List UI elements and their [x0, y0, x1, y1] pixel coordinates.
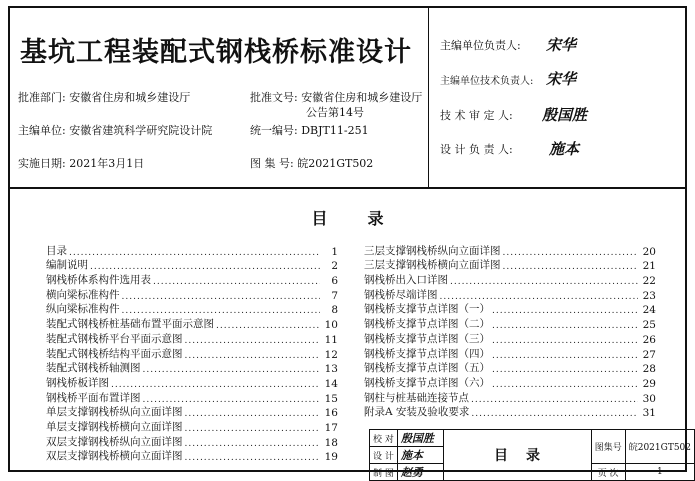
approval-document-line1: 批准文号: 安徽省住房和城乡建设厅	[250, 91, 423, 104]
toc-leader-dots	[492, 380, 638, 390]
toc-leader-dots	[122, 306, 321, 316]
toc-entry	[364, 258, 656, 273]
toc-leader-dots	[185, 453, 321, 463]
page-value: 1	[625, 464, 694, 481]
toc-entry-title: 纵向梁标准构件	[46, 303, 120, 316]
atlas-number: 图 集 号: 皖2021GT502	[250, 157, 374, 170]
draw-label: 制 图	[370, 464, 398, 481]
header-divider	[8, 187, 687, 189]
toc-entry	[46, 375, 338, 390]
toc-entry-page: 19	[324, 451, 338, 464]
toc-leader-dots	[492, 321, 638, 331]
toc-leader-dots	[185, 336, 321, 346]
toc-entry-page: 8	[331, 304, 338, 317]
check-signature: 殷国胜	[397, 430, 443, 447]
toc-entry-title: 单层支撑钢栈桥纵向立面详图	[46, 406, 183, 419]
approval-department: 批准部门: 安徽省住房和城乡建设厅	[18, 91, 191, 104]
toc-entry	[364, 375, 656, 390]
toc-entry	[364, 287, 656, 302]
toc-entry-title: 目录	[46, 244, 67, 257]
toc-entry-title: 钢栈桥支撑节点详图（六）	[364, 376, 490, 389]
page-label: 页 次	[591, 464, 625, 481]
technical-reviewer-label: 技 术 审 定 人:	[440, 109, 513, 122]
toc-entry-page: 18	[324, 436, 338, 449]
toc-entry-title: 钢柱与桩基础连接节点	[364, 391, 469, 404]
toc-leader-dots	[185, 351, 321, 361]
toc-entry-page: 24	[642, 304, 656, 317]
toc-entry-page: 10	[324, 319, 338, 332]
toc-entry-title: 横向梁标准构件	[46, 288, 120, 301]
toc-entry	[364, 331, 656, 346]
toc-leader-dots	[492, 306, 638, 316]
atlas-value: 皖2021GT502	[625, 430, 694, 464]
sheet-title: 目录	[444, 430, 591, 481]
editor-unit: 主编单位: 安徽省建筑科学研究院设计院	[18, 124, 213, 137]
toc-leader-dots	[503, 262, 639, 272]
toc-entry	[364, 316, 656, 331]
toc-heading: 目录	[311, 209, 424, 228]
toc-entry	[364, 361, 656, 376]
toc-leader-dots	[440, 292, 639, 302]
toc-leader-dots	[216, 321, 320, 331]
toc-leader-dots	[471, 409, 638, 419]
toc-entry	[46, 419, 338, 434]
toc-entry-title: 钢栈桥板详图	[46, 376, 109, 389]
toc-entry-title: 三层支撑钢栈桥纵向立面详图	[364, 244, 501, 257]
toc-entry-title: 钢栈桥支撑节点详图（二）	[364, 318, 490, 331]
approval-document-line2: 公告第14号	[306, 106, 364, 119]
toc-entry-page: 22	[642, 275, 656, 288]
toc-entry-page: 2	[331, 260, 338, 273]
atlas-label: 图集号	[591, 430, 625, 464]
toc-entry-page: 23	[642, 289, 656, 302]
toc-entry	[46, 405, 338, 420]
chief-technical-responsible-signature: 宋华	[546, 70, 577, 88]
chief-unit-responsible-label: 主编单位负责人:	[440, 39, 521, 52]
toc-entry-title: 装配式钢栈桥轴测图	[46, 362, 141, 375]
draw-signature: 赵勇	[397, 464, 443, 481]
chief-technical-responsible-label: 主编单位技术负责人:	[440, 76, 534, 87]
toc-entry-title: 双层支撑钢栈桥横向立面详图	[46, 450, 183, 463]
toc-entry-page: 14	[324, 377, 338, 390]
toc-right-column	[364, 243, 656, 419]
toc-leader-dots	[492, 336, 638, 346]
toc-entry-title: 双层支撑钢栈桥纵向立面详图	[46, 435, 183, 448]
toc-entry	[46, 316, 338, 331]
toc-entry-title: 装配式钢栈桥平台平面示意图	[46, 332, 183, 345]
toc-leader-dots	[143, 395, 321, 405]
toc-entry-title: 钢栈桥尽端详图	[364, 288, 438, 301]
toc-entry-title: 钢栈桥出入口详图	[364, 274, 448, 287]
toc-leader-dots	[122, 292, 321, 302]
toc-entry	[46, 331, 338, 346]
toc-leader-dots	[450, 277, 638, 287]
toc-entry-page: 28	[642, 363, 656, 376]
toc-entry	[364, 272, 656, 287]
toc-entry-page: 7	[331, 289, 338, 302]
toc-entry-page: 25	[642, 319, 656, 332]
toc-entry-page: 30	[642, 392, 656, 405]
toc-entry-title: 钢栈桥支撑节点详图（三）	[364, 332, 490, 345]
toc-entry-title: 钢栈桥体系构件选用表	[46, 274, 151, 287]
toc-leader-dots	[90, 262, 320, 272]
toc-entry-page: 1	[331, 245, 338, 258]
toc-leader-dots	[185, 409, 321, 419]
design-signature: 施本	[397, 447, 443, 464]
toc-entry-page: 27	[642, 348, 656, 361]
implementation-date: 实施日期: 2021年3月1日	[18, 157, 145, 170]
toc-entry	[46, 361, 338, 376]
design-label: 设 计	[370, 447, 398, 464]
toc-entry	[46, 243, 338, 258]
toc-leader-dots	[185, 439, 321, 449]
title-block	[369, 429, 695, 481]
toc-entry-page: 11	[324, 333, 338, 346]
toc-entry	[46, 287, 338, 302]
toc-entry-title: 装配式钢栈桥桩基础布置平面示意图	[46, 318, 214, 331]
toc-entry	[364, 243, 656, 258]
unified-number: 统一编号: DBJT11-251	[250, 124, 369, 137]
toc-entry-page: 17	[324, 421, 338, 434]
design-responsible-signature: 施本	[549, 140, 580, 158]
toc-entry	[46, 390, 338, 405]
toc-entry	[46, 434, 338, 449]
toc-leader-dots	[492, 351, 638, 361]
toc-leader-dots	[185, 424, 321, 434]
chief-unit-responsible-signature: 宋华	[546, 36, 577, 54]
toc-leader-dots	[503, 248, 639, 258]
toc-leader-dots	[69, 248, 320, 258]
toc-entry-page: 26	[642, 333, 656, 346]
toc-entry-title: 附录A 安装及验收要求	[364, 406, 470, 419]
toc-leader-dots	[471, 395, 638, 405]
toc-entry	[46, 302, 338, 317]
toc-entry-page: 20	[642, 245, 656, 258]
toc-entry-title: 单层支撑钢栈桥横向立面详图	[46, 420, 183, 433]
toc-leader-dots	[143, 365, 321, 375]
toc-entry-page: 29	[642, 377, 656, 390]
toc-entry-title: 装配式钢栈桥结构平面示意图	[46, 347, 183, 360]
toc-leader-dots	[492, 365, 638, 375]
document-title: 基坑工程装配式钢栈桥标准设计	[20, 37, 412, 68]
toc-entry-page: 15	[324, 392, 338, 405]
toc-entry-page: 6	[331, 275, 338, 288]
toc-entry-page: 31	[642, 407, 656, 420]
toc-entry-title: 三层支撑钢栈桥横向立面详图	[364, 259, 501, 272]
toc-entry	[46, 449, 338, 464]
design-responsible-label: 设 计 负 责 人:	[440, 143, 513, 156]
toc-entry-page: 13	[324, 363, 338, 376]
toc-leader-dots	[153, 277, 320, 287]
toc-entry	[46, 258, 338, 273]
toc-entry-title: 钢栈桥支撑节点详图（一）	[364, 303, 490, 316]
toc-entry	[46, 346, 338, 361]
toc-entry	[364, 302, 656, 317]
toc-leader-dots	[111, 380, 320, 390]
toc-entry-title: 钢栈桥支撑节点详图（四）	[364, 347, 490, 360]
toc-left-column	[46, 243, 338, 463]
check-label: 校 对	[370, 430, 398, 447]
header-vertical-divider	[428, 6, 429, 188]
toc-entry	[364, 405, 656, 420]
toc-entry-page: 21	[642, 260, 656, 273]
toc-entry	[364, 346, 656, 361]
technical-reviewer-signature: 殷国胜	[542, 106, 588, 124]
toc-entry-page: 16	[324, 407, 338, 420]
toc-entry	[364, 390, 656, 405]
toc-entry-title: 编制说明	[46, 259, 88, 272]
toc-entry-page: 12	[324, 348, 338, 361]
toc-entry	[46, 272, 338, 287]
toc-entry-title: 钢栈桥平面布置详图	[46, 391, 141, 404]
toc-entry-title: 钢栈桥支撑节点详图（五）	[364, 362, 490, 375]
